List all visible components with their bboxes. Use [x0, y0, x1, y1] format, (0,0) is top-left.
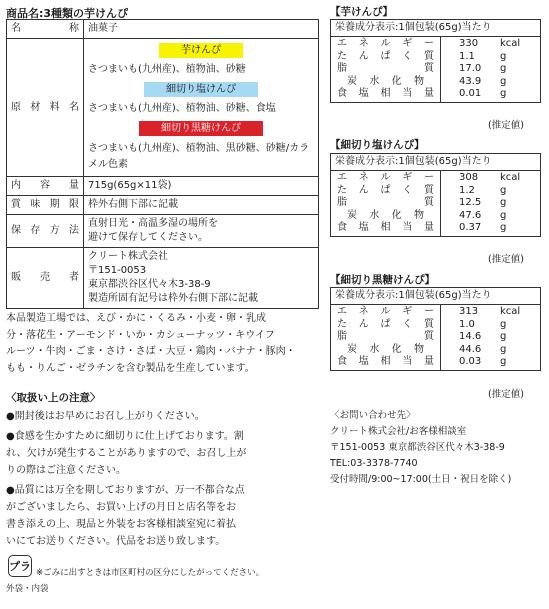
carbs-label: 炭 水 化 物 — [347, 75, 424, 87]
caution-bullet-3: ●品質には万全を期しておりますが、万一不都合な点 がございましたら、お買い上げの月日と店名等をお 書き添えの上、現品と外装をお客様相談室宛に着払 いにてお送りください。代品をお送り致します。 — [6, 485, 245, 547]
contact-address: 〒151-0053 東京都渋谷区代々木3-38-9 — [330, 442, 505, 453]
contact-hours: 受付時間/9:00~17:00(土日・祝日を除く) — [330, 474, 512, 485]
nutrition-table-shiokenpi: 栄養成分表示:1個包装(65g)当たり エ ネ ル ギ ー た ん ぱ く 質 脂 質 炭 水 化 物 食 塩 相 当 量 308 kcal 1.2 g 12.5 g 47.6 g 0.37 g — [330, 153, 541, 237]
name-label: 名 称 — [7, 20, 84, 39]
contact-info — [330, 408, 511, 488]
contents-label: 内 容 量 — [7, 177, 84, 196]
nutrition-title-kokutokenpi: 【細切り黒糖けんぴ】 — [330, 274, 435, 286]
nutrition-title-imokenpi: 【芋けんぴ】 — [330, 6, 393, 18]
expiry-label: 賞 味 期 限 — [7, 196, 84, 215]
contents-value: 715g(65g×11袋) — [84, 177, 319, 196]
estimate-note-1: (推定値) — [488, 120, 524, 131]
protein-label: た ん ぱ く 質 — [337, 50, 434, 62]
ingredients-text-kokutokenpi: さつまいも(九州産)、植物油、黒砂糖、砂糖/カラメル色素 — [88, 143, 310, 170]
seller-value: クリート株式会社 〒151-0053 東京都渋谷区代々木3-38-9 製造所固有記号は枠外右側下部に記載 — [84, 248, 319, 309]
nutrition-title-shiokenpi: 【細切り塩けんぴ】 — [330, 139, 425, 151]
ingredients-label: 原 材 料 名 — [7, 39, 84, 177]
storage-label: 保 存 方 法 — [7, 215, 84, 248]
ingredients-text-shiokenpi: さつまいも(九州産)、植物油、砂糖、食塩 — [88, 103, 276, 114]
badge-imokenpi: 芋けんぴ — [159, 43, 243, 58]
allergen-notice: 本品製造工場では、えび・かに・くるみ・小麦・卵・乳成 分・落花生・アーモンド・いか・カシューナッツ・キウイフ ルーツ・牛肉・ごま・さけ・さば・大豆・鶏肉・バナナ・豚肉・ もも・りんご・ゼラチンを含む製品を生産しています。 — [6, 313, 296, 374]
caution-bullet-2: ●食感を生かすために細切りに仕上げております。割 れ、欠けが発生することがありますので、お召し上が りの際はご注意ください。 — [6, 431, 247, 476]
estimate-note-3: (推定値) — [488, 389, 524, 400]
badge-kokutokenpi: 細切り黒糖けんぴ — [139, 121, 263, 136]
nutrition-table-imokenpi: 栄養成分表示:1個包装(65g)当たり エ ネ ル ギ ー た ん ぱ く 質 脂 質 炭 水 化 物 食 塩 相 当 量 330 kcal 1.1 g 17.0 g 43.9 g 0.01 g — [330, 19, 541, 103]
name-value: 油菓子 — [84, 20, 319, 39]
storage-value: 直射日光・高温多湿の場所を 避けて保存してください。 — [84, 215, 319, 248]
contact-company: クリート株式会社/お客様相談室 — [330, 426, 467, 437]
nutrition-table-kokutokenpi: 栄養成分表示:1個包装(65g)当たり エ ネ ル ギ ー た ん ぱ く 質 脂 質 炭 水 化 物 食 塩 相 当 量 313 kcal 1.0 g 14.6 g 44.6 g 0.03 g — [330, 287, 541, 371]
product-title: 商品名:3種類の芋けんぴ — [6, 7, 129, 20]
contact-heading: 〈お問い合わせ先〉 — [330, 410, 416, 421]
expiry-value: 枠外右側下部に記載 — [84, 196, 319, 215]
recycle-pla-icon: プラ — [8, 555, 32, 577]
recycle-caption: 外袋・内袋 — [6, 584, 49, 594]
ingredients-value — [84, 39, 319, 177]
ingredients-text-imokenpi: さつまいも(九州産)、植物油、砂糖 — [88, 64, 246, 75]
seller-label: 販 売 者 — [7, 248, 84, 309]
badge-shiokenpi: 細切り塩けんぴ — [144, 82, 258, 97]
estimate-note-2: (推定値) — [488, 254, 524, 265]
energy-label: エ ネ ル ギ ー — [337, 38, 434, 49]
contact-tel: TEL:03-3378-7740 — [330, 458, 418, 469]
caution-title: 〈取扱い上の注意〉 — [6, 392, 101, 404]
salt-label: 食 塩 相 当 量 — [337, 88, 434, 99]
spec-table — [6, 19, 319, 309]
disposal-note: ※ごみに出すときは市区町村の区分にしたがってください。 — [36, 568, 265, 578]
fat-label: 脂 質 — [337, 63, 434, 74]
caution-bullet-1: ●開封後はお早めにお召し上がりください。 — [6, 411, 205, 422]
